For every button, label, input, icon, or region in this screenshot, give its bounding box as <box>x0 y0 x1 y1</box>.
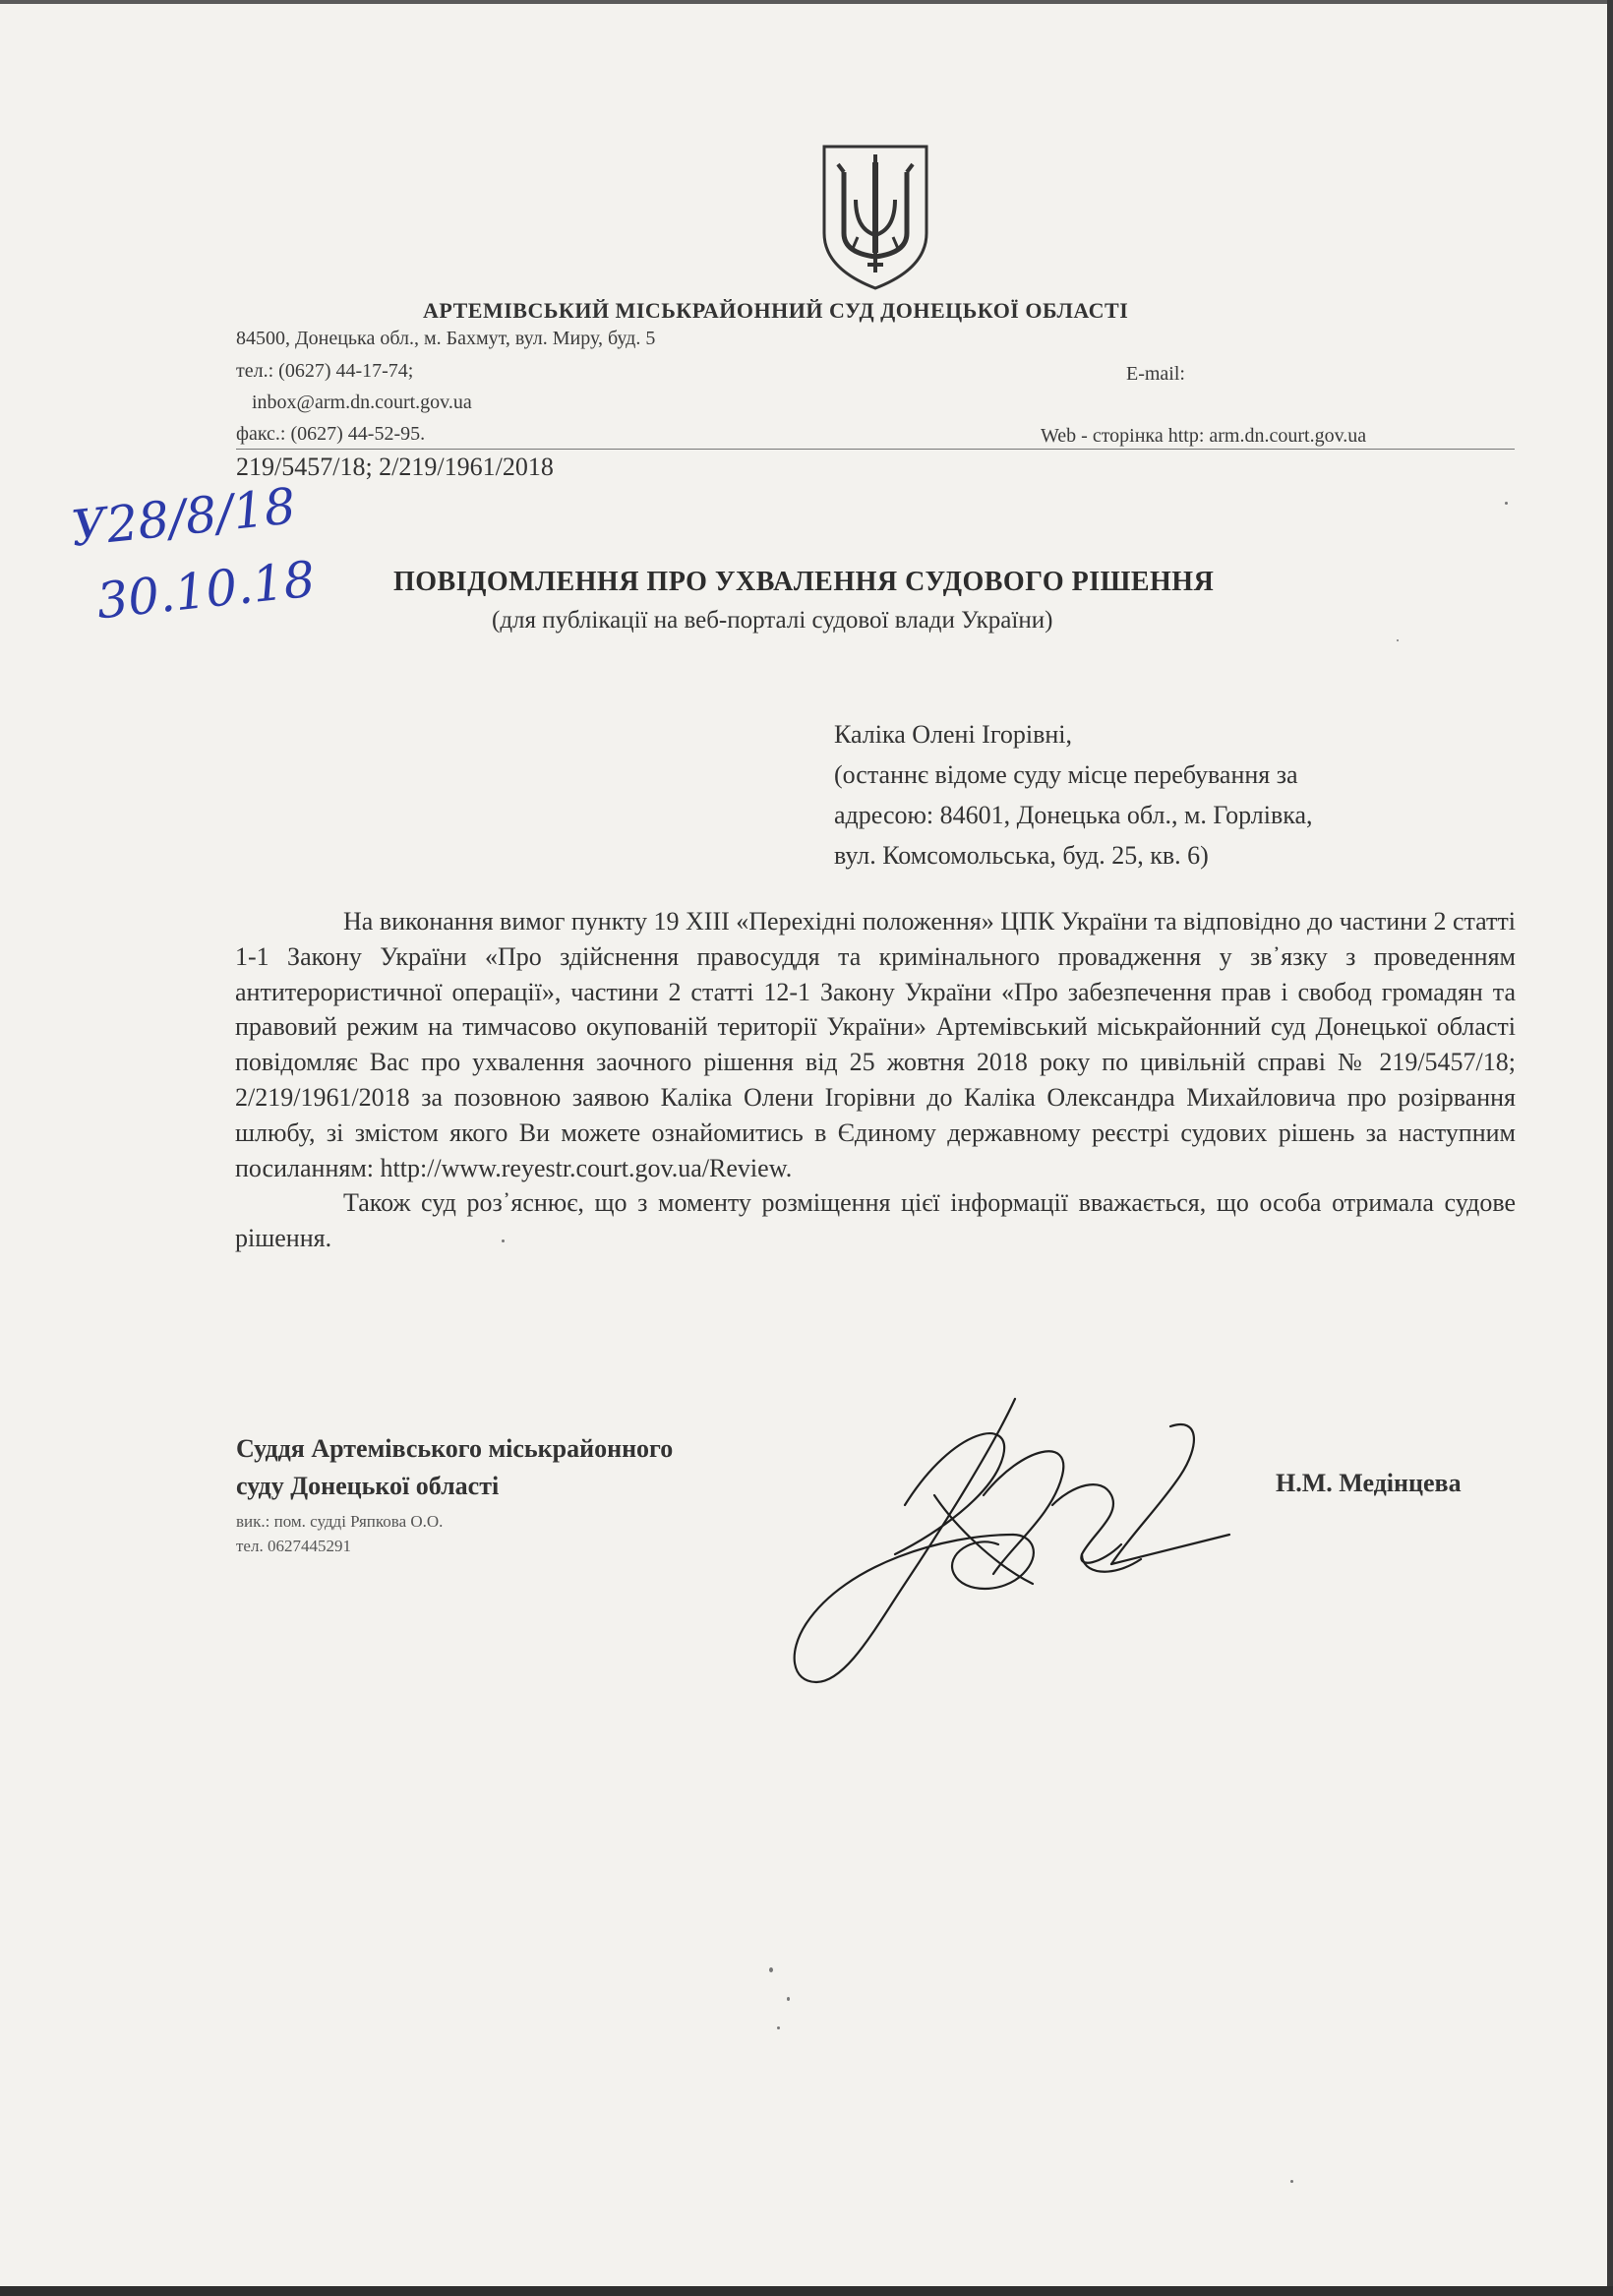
body-paragraph: На виконання вимог пункту 19 XIII «Перехідні положення» ЦПК України та відповідно до частини 2 статті 1-1 Закону України «Про здійснення правосуддя та кримінального провадження у зв᾿язку з проведенням антитерористичної операції», частини 2 статті 12-1 Закону України «Про забезпечення прав і свобод громадян та правовий режим на тимчасово окупованій території України» Артемівський міськрайонний суд Донецької області повідомляє Вас про ухвалення заочного рішення від 25 жовтня 2018 року по цивільній справі № 219/5457/18; 2/219/1961/2018 за позовною заявою Каліка Олени Ігорівни до Каліка Олександра Михайловича про розірвання шлюбу, зі змістом якого Ви можете ознайомитись в Єдиному державному реєстрі судових рішень за наступним посиланням: http://www.reyestr.court.gov.ua/Review. <box>235 907 1516 1182</box>
court-address: 84500, Донецька обл., м. Бахмут, вул. Миру, буд. 5 <box>236 328 656 349</box>
coat-of-arms-icon <box>816 143 934 292</box>
scan-edge-bottom <box>0 2286 1613 2296</box>
judge-name: Н.М. Медінцева <box>1276 1469 1462 1497</box>
court-name: АРТЕМІВСЬКИЙ МІСЬКРАЙОННИЙ СУД ДОНЕЦЬКОЇ ОБЛАСТІ <box>423 298 1129 323</box>
scan-edge-right <box>1607 0 1613 2296</box>
court-fax: факс.: (0627) 44-52-95. <box>236 423 426 445</box>
document-subtitle: (для публікації на веб-порталі судової влади України) <box>492 607 1053 634</box>
court-web: Web - сторінка http: arm.dn.court.gov.ua <box>1041 425 1367 447</box>
document-title: ПОВІДОМЛЕННЯ ПРО УХВАЛЕННЯ СУДОВОГО РІШЕННЯ <box>393 567 1215 597</box>
judge-position-line: суду Донецької області <box>236 1472 500 1500</box>
executor-phone: тел. 0627445291 <box>236 1537 351 1555</box>
addressee-line: (останнє відоме суду місце перебування за <box>834 760 1298 789</box>
notice-body <box>235 904 1516 1256</box>
judge-position-line: Суддя Артемівського міськрайонного <box>236 1434 674 1463</box>
addressee-block <box>834 714 1313 876</box>
addressee-line: адресою: 84601, Донецька обл., м. Горлівка, <box>834 801 1313 829</box>
addressee-line: вул. Комсомольська, буд. 25, кв. 6) <box>834 841 1209 870</box>
handwritten-signature <box>787 1387 1239 1702</box>
case-numbers: 219/5457/18; 2/219/1961/2018 <box>236 453 554 481</box>
court-email: inbox@arm.dn.court.gov.ua <box>252 392 472 413</box>
email-label: E-mail: <box>1126 363 1185 385</box>
executor-note: вик.: пом. судді Ряпкова О.О. <box>236 1512 444 1531</box>
body-paragraph: Також суд роз᾿яснює, що з моменту розміщення цієї інформації вважається, що особа отримала судове рішення. <box>235 1188 1516 1253</box>
court-phone: тел.: (0627) 44-17-74; <box>236 360 414 382</box>
scan-edge-top <box>0 0 1613 4</box>
handwritten-ref: У28/8/18 <box>68 477 299 558</box>
handwritten-date: 30.10.18 <box>93 550 319 631</box>
addressee-name: Каліка Олені Ігорівні, <box>834 720 1072 749</box>
header-rule <box>236 449 1515 450</box>
judge-position <box>236 1430 673 1505</box>
